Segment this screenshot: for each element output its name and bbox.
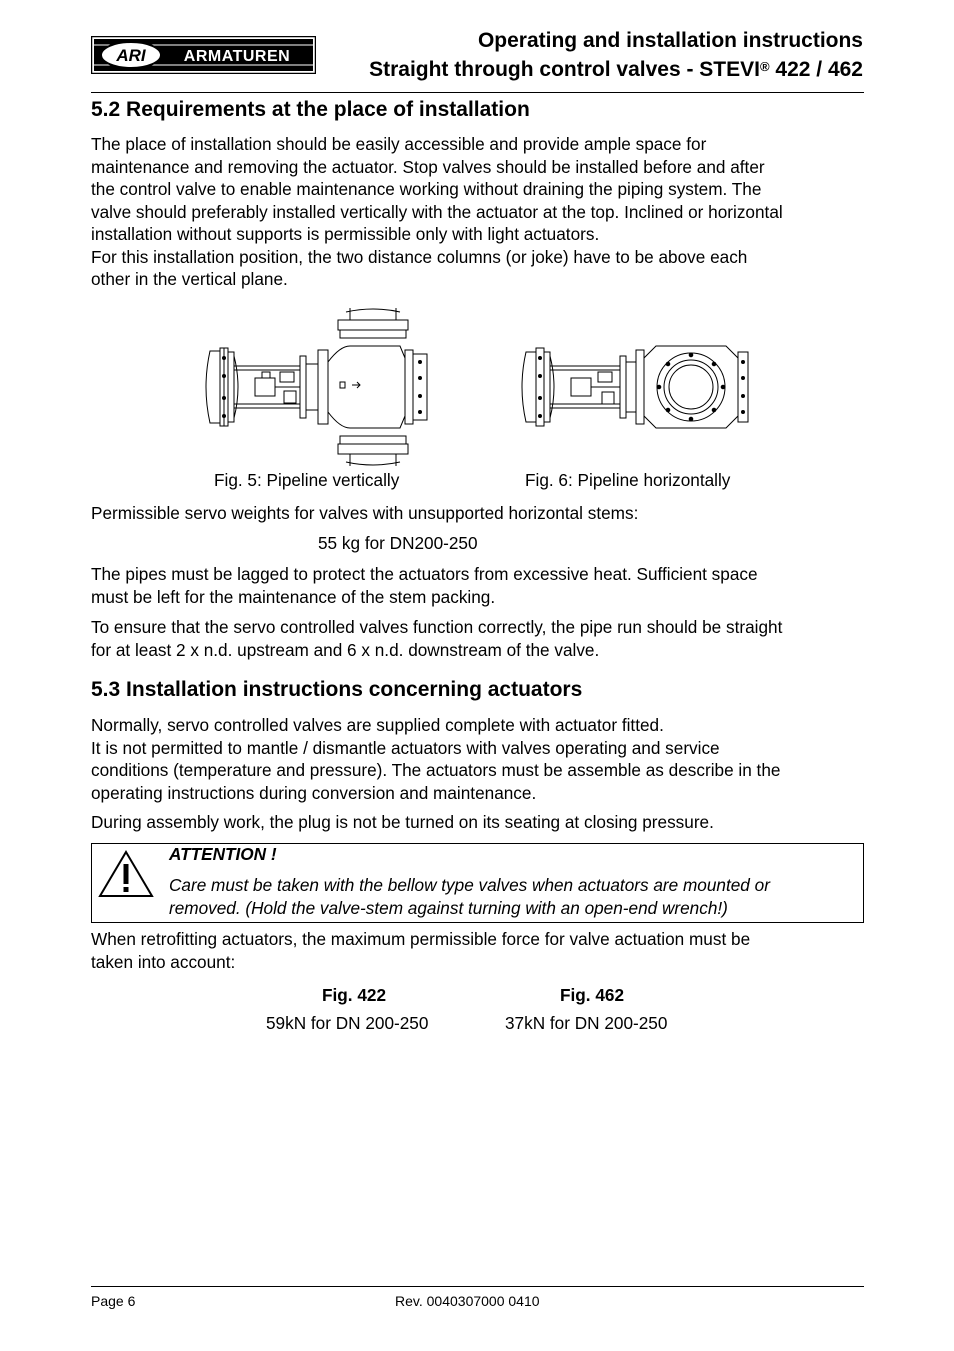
text-line: The pipes must be lagged to protect the actuators from excessive heat. Sufficient space (91, 564, 758, 584)
text-line: installation without supports is permissible only with light actuators. (91, 224, 600, 244)
text-line: It is not permitted to mantle / dismantle actuators with valves operating and service (91, 737, 720, 758)
text-line: operating instructions during conversion and maintenance. (91, 782, 537, 803)
section-5-3-paragraph-1 (91, 714, 866, 804)
servo-weights-value: 55 kg for DN200-250 (318, 533, 478, 553)
text-line: other in the vertical plane. (91, 269, 288, 289)
text-line: removed. (Hold the valve-stem against turning with an open-end wrench!) (169, 897, 728, 918)
section-heading-5-2: 5.2 Requirements at the place of installation (91, 98, 530, 121)
fig-6-caption: Fig. 6: Pipeline horizontally (525, 470, 731, 490)
section-5-3-paragraph-2: During assembly work, the plug is not be turned on its seating at closing pressure. (91, 812, 714, 832)
force-table-header-422: Fig. 422 (322, 985, 386, 1005)
text-line: maintenance and removing the actuator. Stop valves should be installed before and after (91, 156, 765, 177)
attention-text (169, 874, 859, 919)
text-line: the control valve to enable maintenance working without draining the piping system. The (91, 179, 762, 199)
text-line: taken into account: (91, 951, 236, 972)
svg-text:ARMATUREN: ARMATUREN (183, 48, 291, 65)
text-line: To ensure that the servo controlled valves function correctly, the pipe run should be straight (91, 617, 783, 637)
fig-5-caption: Fig. 5: Pipeline vertically (214, 470, 400, 490)
page-number: Page 6 (91, 1293, 136, 1309)
title-line-2 (369, 55, 863, 84)
text-line: When retrofitting actuators, the maximum permissible force for valve actuation must be (91, 929, 751, 949)
fig-5-valve-drawing (200, 306, 435, 468)
text-line: valve should preferably installed vertically with the actuator at the top. Inclined or horizontal (91, 201, 783, 222)
text-line: For this installation position, the two distance columns (or joke) have to be above each (91, 246, 748, 267)
text-line: The place of installation should be easily accessible and provide ample space for (91, 134, 707, 154)
text-line: Normally, servo controlled valves are supplied complete with actuator fitted. (91, 715, 664, 735)
text-line: conditions (temperature and pressure). The actuators must be assemble as describe in the (91, 760, 781, 780)
section-heading-5-3: 5.3 Installation instructions concerning actuators (91, 678, 583, 701)
title-line-2-models: 422 / 462 (769, 58, 863, 81)
footer-rule (91, 1286, 864, 1287)
attention-title: ATTENTION ! (169, 844, 277, 864)
text-line: for at least 2 x n.d. upstream and 6 x n.d. downstream of the valve. (91, 639, 600, 660)
title-line-2-text: Straight through control valves - STEVI (369, 58, 760, 81)
warning-triangle-icon (97, 849, 155, 899)
text-line: Care must be taken with the bellow type valves when actuators are mounted or (169, 875, 770, 895)
servo-weights-text: Permissible servo weights for valves with unsupported horizontal stems: (91, 503, 639, 523)
section-5-2-paragraph-3 (91, 616, 866, 661)
header-rule (91, 92, 864, 93)
ari-armaturen-logo (91, 36, 316, 74)
section-5-2-paragraph-1 (91, 133, 866, 291)
document-title (369, 26, 863, 84)
title-line-1: Operating and installation instructions (477, 29, 863, 52)
revision-number: Rev. 0040307000 0410 (395, 1293, 540, 1309)
text-line: must be left for the maintenance of the stem packing. (91, 586, 496, 607)
section-5-2-paragraph-2 (91, 563, 866, 608)
force-table-header-462: Fig. 462 (560, 985, 624, 1005)
force-table-value-462: 37kN for DN 200-250 (505, 1013, 668, 1033)
svg-text:ARI: ARI (116, 46, 146, 65)
retrofit-paragraph (91, 928, 866, 973)
fig-6-valve-drawing (516, 342, 756, 432)
registered-mark: ® (759, 59, 770, 74)
force-table-value-422: 59kN for DN 200-250 (266, 1013, 429, 1033)
